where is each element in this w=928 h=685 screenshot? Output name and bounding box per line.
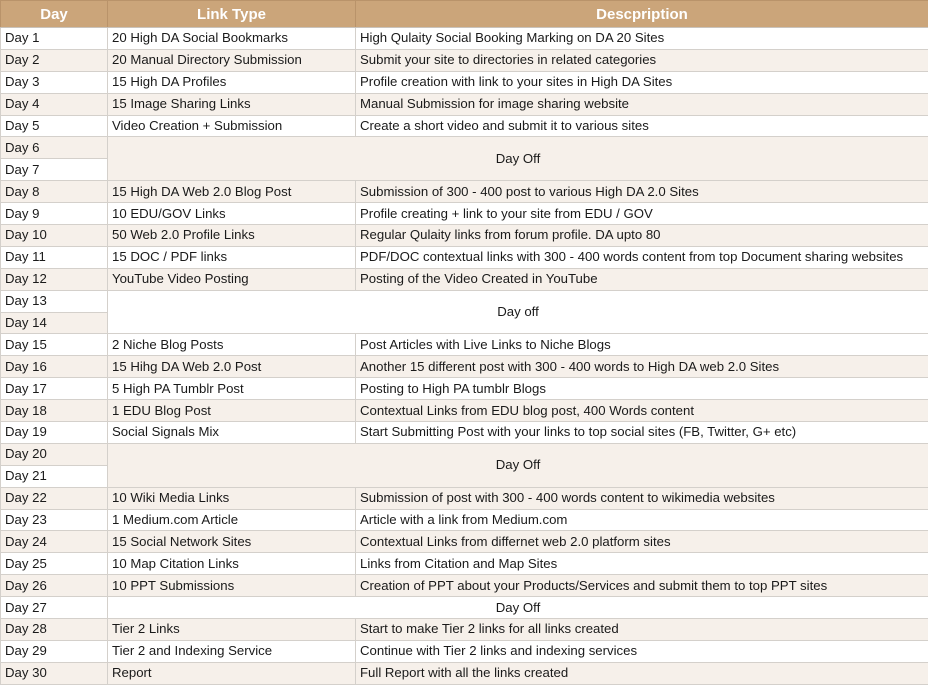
link-type-cell: Report (108, 662, 356, 684)
day-cell: Day 20 (1, 443, 108, 465)
link-type-cell: 10 Wiki Media Links (108, 487, 356, 509)
day-cell: Day 22 (1, 487, 108, 509)
description-cell: Contextual Links from EDU blog post, 400 Words content (356, 400, 928, 422)
description-cell: Profile creation with link to your sites in High DA Sites (356, 71, 928, 93)
table-row (1, 71, 928, 93)
table-row (1, 203, 928, 225)
table-row (1, 246, 928, 268)
description-cell: Regular Qulaity links from forum profile. DA upto 80 (356, 225, 928, 247)
link-type-cell: Social Signals Mix (108, 422, 356, 444)
header-link-type: Link Type (108, 1, 356, 28)
link-type-cell: Tier 2 and Indexing Service (108, 640, 356, 662)
link-type-cell: 15 Image Sharing Links (108, 93, 356, 115)
link-type-cell: 10 EDU/GOV Links (108, 203, 356, 225)
day-cell: Day 18 (1, 400, 108, 422)
day-cell: Day 14 (1, 312, 108, 334)
table-row (1, 640, 928, 662)
description-cell: Start Submitting Post with your links to top social sites (FB, Twitter, G+ etc) (356, 422, 928, 444)
day-cell: Day 29 (1, 640, 108, 662)
day-cell: Day 7 (1, 159, 108, 181)
table-row (1, 400, 928, 422)
day-cell: Day 4 (1, 93, 108, 115)
link-type-cell: 1 Medium.com Article (108, 509, 356, 531)
link-type-cell: 5 High PA Tumblr Post (108, 378, 356, 400)
table-row (1, 268, 928, 290)
day-cell: Day 28 (1, 619, 108, 641)
link-type-cell: 20 Manual Directory Submission (108, 49, 356, 71)
day-cell: Day 17 (1, 378, 108, 400)
table-row (1, 619, 928, 641)
description-cell: Another 15 different post with 300 - 400 words to High DA web 2.0 Sites (356, 356, 928, 378)
link-type-cell: 15 Social Network Sites (108, 531, 356, 553)
description-cell: Creation of PPT about your Products/Services and submit them to top PPT sites (356, 575, 928, 597)
description-cell: Start to make Tier 2 links for all links created (356, 619, 928, 641)
table-row (1, 356, 928, 378)
table-row (1, 28, 928, 50)
table-row (1, 422, 928, 444)
table-row (1, 334, 928, 356)
day-cell: Day 5 (1, 115, 108, 137)
day-cell: Day 2 (1, 49, 108, 71)
day-cell: Day 30 (1, 662, 108, 684)
day-cell: Day 12 (1, 268, 108, 290)
table-row (1, 509, 928, 531)
link-type-cell: YouTube Video Posting (108, 268, 356, 290)
header-description: Descpription (356, 1, 928, 28)
description-cell: Article with a link from Medium.com (356, 509, 928, 531)
description-cell: Posting to High PA tumblr Blogs (356, 378, 928, 400)
description-cell: Submission of post with 300 - 400 words content to wikimedia websites (356, 487, 928, 509)
day-cell: Day 26 (1, 575, 108, 597)
table-row (1, 290, 928, 312)
link-type-cell: 15 Hihg DA Web 2.0 Post (108, 356, 356, 378)
day-cell: Day 16 (1, 356, 108, 378)
table-row (1, 575, 928, 597)
description-cell: Continue with Tier 2 links and indexing services (356, 640, 928, 662)
table-row (1, 137, 928, 159)
table-row (1, 443, 928, 465)
link-type-cell: 10 Map Citation Links (108, 553, 356, 575)
day-off-cell: Day Off (108, 597, 928, 619)
day-off-cell: Day Off (108, 137, 928, 181)
link-type-cell: Video Creation + Submission (108, 115, 356, 137)
day-cell: Day 15 (1, 334, 108, 356)
day-cell: Day 1 (1, 28, 108, 50)
day-cell: Day 27 (1, 597, 108, 619)
day-cell: Day 23 (1, 509, 108, 531)
header-row (1, 1, 928, 28)
day-cell: Day 10 (1, 225, 108, 247)
day-off-cell: Day Off (108, 443, 928, 487)
table-row (1, 115, 928, 137)
header-day: Day (1, 1, 108, 28)
day-off-cell: Day off (108, 290, 928, 334)
table-row (1, 181, 928, 203)
table-row (1, 553, 928, 575)
day-cell: Day 13 (1, 290, 108, 312)
description-cell: Contextual Links from differnet web 2.0 platform sites (356, 531, 928, 553)
day-cell: Day 3 (1, 71, 108, 93)
day-cell: Day 21 (1, 465, 108, 487)
day-cell: Day 6 (1, 137, 108, 159)
description-cell: Full Report with all the links created (356, 662, 928, 684)
day-cell: Day 11 (1, 246, 108, 268)
link-type-cell: 2 Niche Blog Posts (108, 334, 356, 356)
day-cell: Day 25 (1, 553, 108, 575)
day-cell: Day 19 (1, 422, 108, 444)
link-type-cell: 10 PPT Submissions (108, 575, 356, 597)
link-type-cell: 15 High DA Web 2.0 Blog Post (108, 181, 356, 203)
link-type-cell: 20 High DA Social Bookmarks (108, 28, 356, 50)
description-cell: High Qulaity Social Booking Marking on DA 20 Sites (356, 28, 928, 50)
link-type-cell: 1 EDU Blog Post (108, 400, 356, 422)
link-type-cell: 50 Web 2.0 Profile Links (108, 225, 356, 247)
table-row (1, 487, 928, 509)
day-cell: Day 9 (1, 203, 108, 225)
description-cell: Submit your site to directories in related categories (356, 49, 928, 71)
link-type-cell: Tier 2 Links (108, 619, 356, 641)
link-type-cell: 15 DOC / PDF links (108, 246, 356, 268)
table-row (1, 225, 928, 247)
description-cell: Create a short video and submit it to various sites (356, 115, 928, 137)
day-cell: Day 8 (1, 181, 108, 203)
table-body (1, 28, 928, 685)
day-cell: Day 24 (1, 531, 108, 553)
description-cell: Links from Citation and Map Sites (356, 553, 928, 575)
description-cell: Posting of the Video Created in YouTube (356, 268, 928, 290)
table-row (1, 662, 928, 684)
description-cell: Submission of 300 - 400 post to various High DA 2.0 Sites (356, 181, 928, 203)
link-type-cell: 15 High DA Profiles (108, 71, 356, 93)
table-row (1, 531, 928, 553)
description-cell: PDF/DOC contextual links with 300 - 400 words content from top Document sharing websites (356, 246, 928, 268)
table-row (1, 49, 928, 71)
table-row (1, 597, 928, 619)
table-row (1, 93, 928, 115)
table-row (1, 378, 928, 400)
description-cell: Manual Submission for image sharing website (356, 93, 928, 115)
description-cell: Profile creating + link to your site from EDU / GOV (356, 203, 928, 225)
description-cell: Post Articles with Live Links to Niche Blogs (356, 334, 928, 356)
